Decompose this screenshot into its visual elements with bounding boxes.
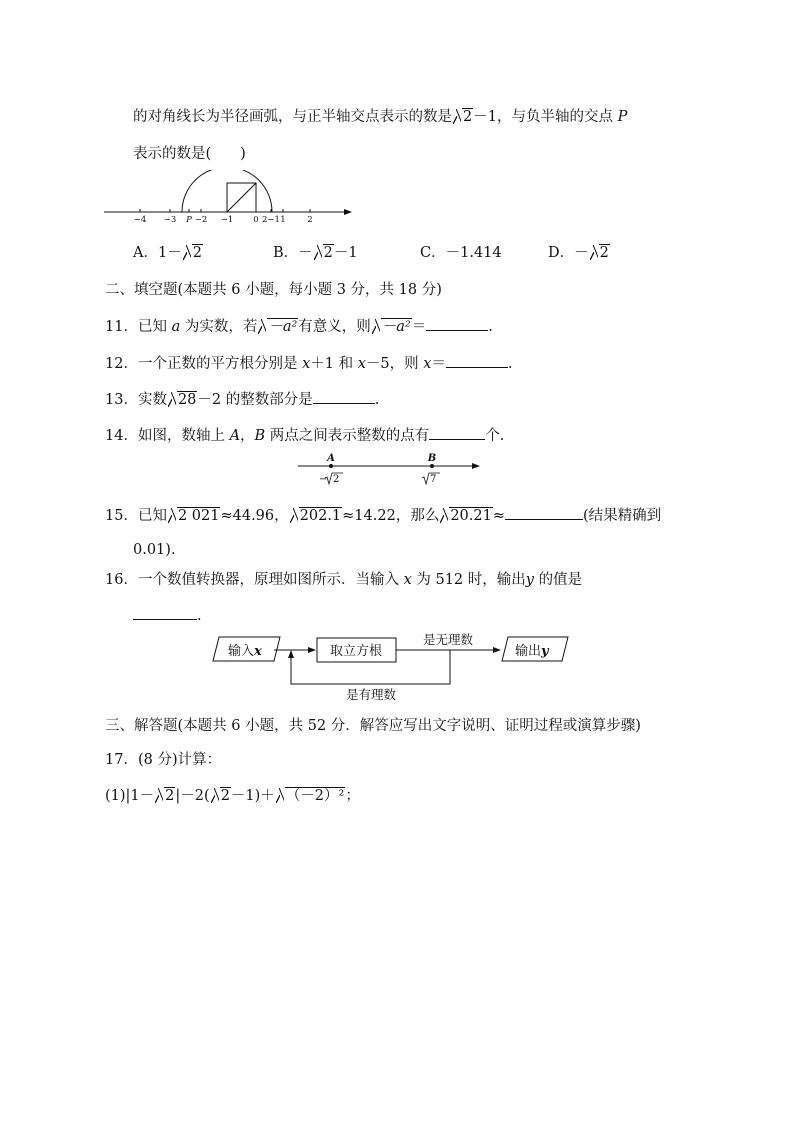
arrowhead-up [288, 650, 294, 658]
option-c[interactable]: C．－1.414 [420, 245, 502, 261]
tick-label-neg1: −1 [220, 215, 234, 225]
sqrt-2: 2 [453, 107, 473, 127]
sqrt-2: 2 [155, 786, 175, 806]
question-14: 14．如图，数轴上 A，B 两点之间表示整数的点有 个. [105, 424, 504, 446]
tick-label-2: 2 [307, 215, 313, 225]
sqrt-28: 28 [168, 390, 197, 410]
label-a: A [327, 453, 335, 464]
sqrt-20-21: 20.21 [440, 506, 493, 526]
question-15: 15．已知 2 021≈44.96， 202.1≈14.22，那么 20.21≈ (结果精确到 [105, 504, 661, 526]
sqrt-2021: 2 021 [168, 506, 221, 526]
answer-blank[interactable] [313, 388, 375, 404]
option-a[interactable]: A．1－ 2 [133, 245, 202, 261]
arrowhead [308, 647, 316, 653]
question-13: 13．实数 28－2 的整数部分是 . [105, 388, 379, 410]
tick-label-neg4: −4 [133, 215, 147, 225]
tick-label-0: 0 [253, 215, 259, 225]
q10-number-line-figure [100, 170, 360, 230]
sqrt-2: 2 [211, 786, 231, 806]
arrowhead [493, 647, 501, 653]
answer-blank[interactable] [505, 504, 583, 520]
tick-label-neg2: −2 [194, 215, 208, 225]
sqrt-2: 2 [183, 243, 203, 263]
q10-line2 [133, 144, 246, 164]
q10-point-p: P [617, 109, 628, 125]
sqrt-2: 2 [314, 243, 334, 263]
tick-label-sqrt2-minus1: 2−1 [262, 215, 280, 225]
question-11: 11．已知 a 为实数，若 －a²有意义，则 －a²＝ . [105, 315, 493, 337]
process-label: 取立方根 [329, 644, 383, 659]
q10-text-c: 表示的数是( ) [133, 146, 246, 162]
section3-heading: 三、解答题(本题共 6 小题，共 52 分．解答应写出文字说明、证明过程或演算步骤) [105, 718, 641, 734]
rational-label: 是有理数 [345, 687, 397, 702]
diagonal [227, 183, 256, 212]
sqrt-2: 2 [590, 243, 610, 263]
answer-blank[interactable] [429, 424, 485, 440]
question-15-line2: 0.01). [133, 542, 176, 558]
label-b: B [427, 453, 437, 464]
output-label: 输出y [515, 644, 549, 659]
section2-heading: 二、填空题(本题共 6 小题，每小题 3 分，共 18 分) [105, 282, 442, 298]
axis-arrow [344, 209, 352, 215]
answer-blank[interactable] [426, 315, 488, 331]
sqrt-neg-a-squared: －a² [372, 317, 412, 337]
point-a [329, 464, 333, 468]
sqrt-neg-a-squared: －a² [258, 317, 298, 337]
value-a-sign: − [319, 474, 328, 485]
value-a-radicand: 2 [333, 474, 340, 485]
axis-arrow [472, 463, 480, 469]
point-p-label: P [186, 215, 192, 225]
point-b [430, 464, 434, 468]
option-b[interactable]: B．－ 2－1 [273, 245, 358, 261]
q10-text-b: －1，与负半轴的交点 [473, 109, 618, 125]
q16-flowchart [210, 632, 580, 704]
tick-label-neg3: −3 [163, 215, 177, 225]
question-17-title: 17．(8 分)计算： [105, 752, 222, 768]
input-label: 输入x [228, 644, 262, 659]
option-d[interactable]: D．－ 2 [548, 245, 609, 261]
question-17-part1: (1)|1－ 2|－2( 2－1)＋ （－2）²； [105, 788, 360, 804]
answer-blank[interactable] [133, 604, 197, 620]
question-16-line2: . [133, 604, 202, 626]
sqrt-202-1: 202.1 [290, 506, 343, 526]
sqrt-neg2-squared: （－2）² [276, 786, 346, 806]
q10-line1 [133, 107, 627, 127]
answer-blank[interactable] [446, 352, 508, 368]
question-16: 16．一个数值转换器，原理如图所示．当输入 x 为 512 时，输出y 的值是 [105, 572, 583, 588]
value-b-radicand: 7 [430, 474, 437, 485]
question-12: 12．一个正数的平方根分别是 x＋1 和 x－5，则 x＝ . [105, 352, 513, 374]
q10-text-a: 的对角线长为半径画弧，与正半轴交点表示的数是 [133, 109, 452, 125]
irrational-label: 是无理数 [422, 632, 474, 647]
q10-options [0, 243, 794, 265]
tick-label-1: 1 [280, 215, 286, 225]
q14-number-line-figure [292, 449, 492, 489]
